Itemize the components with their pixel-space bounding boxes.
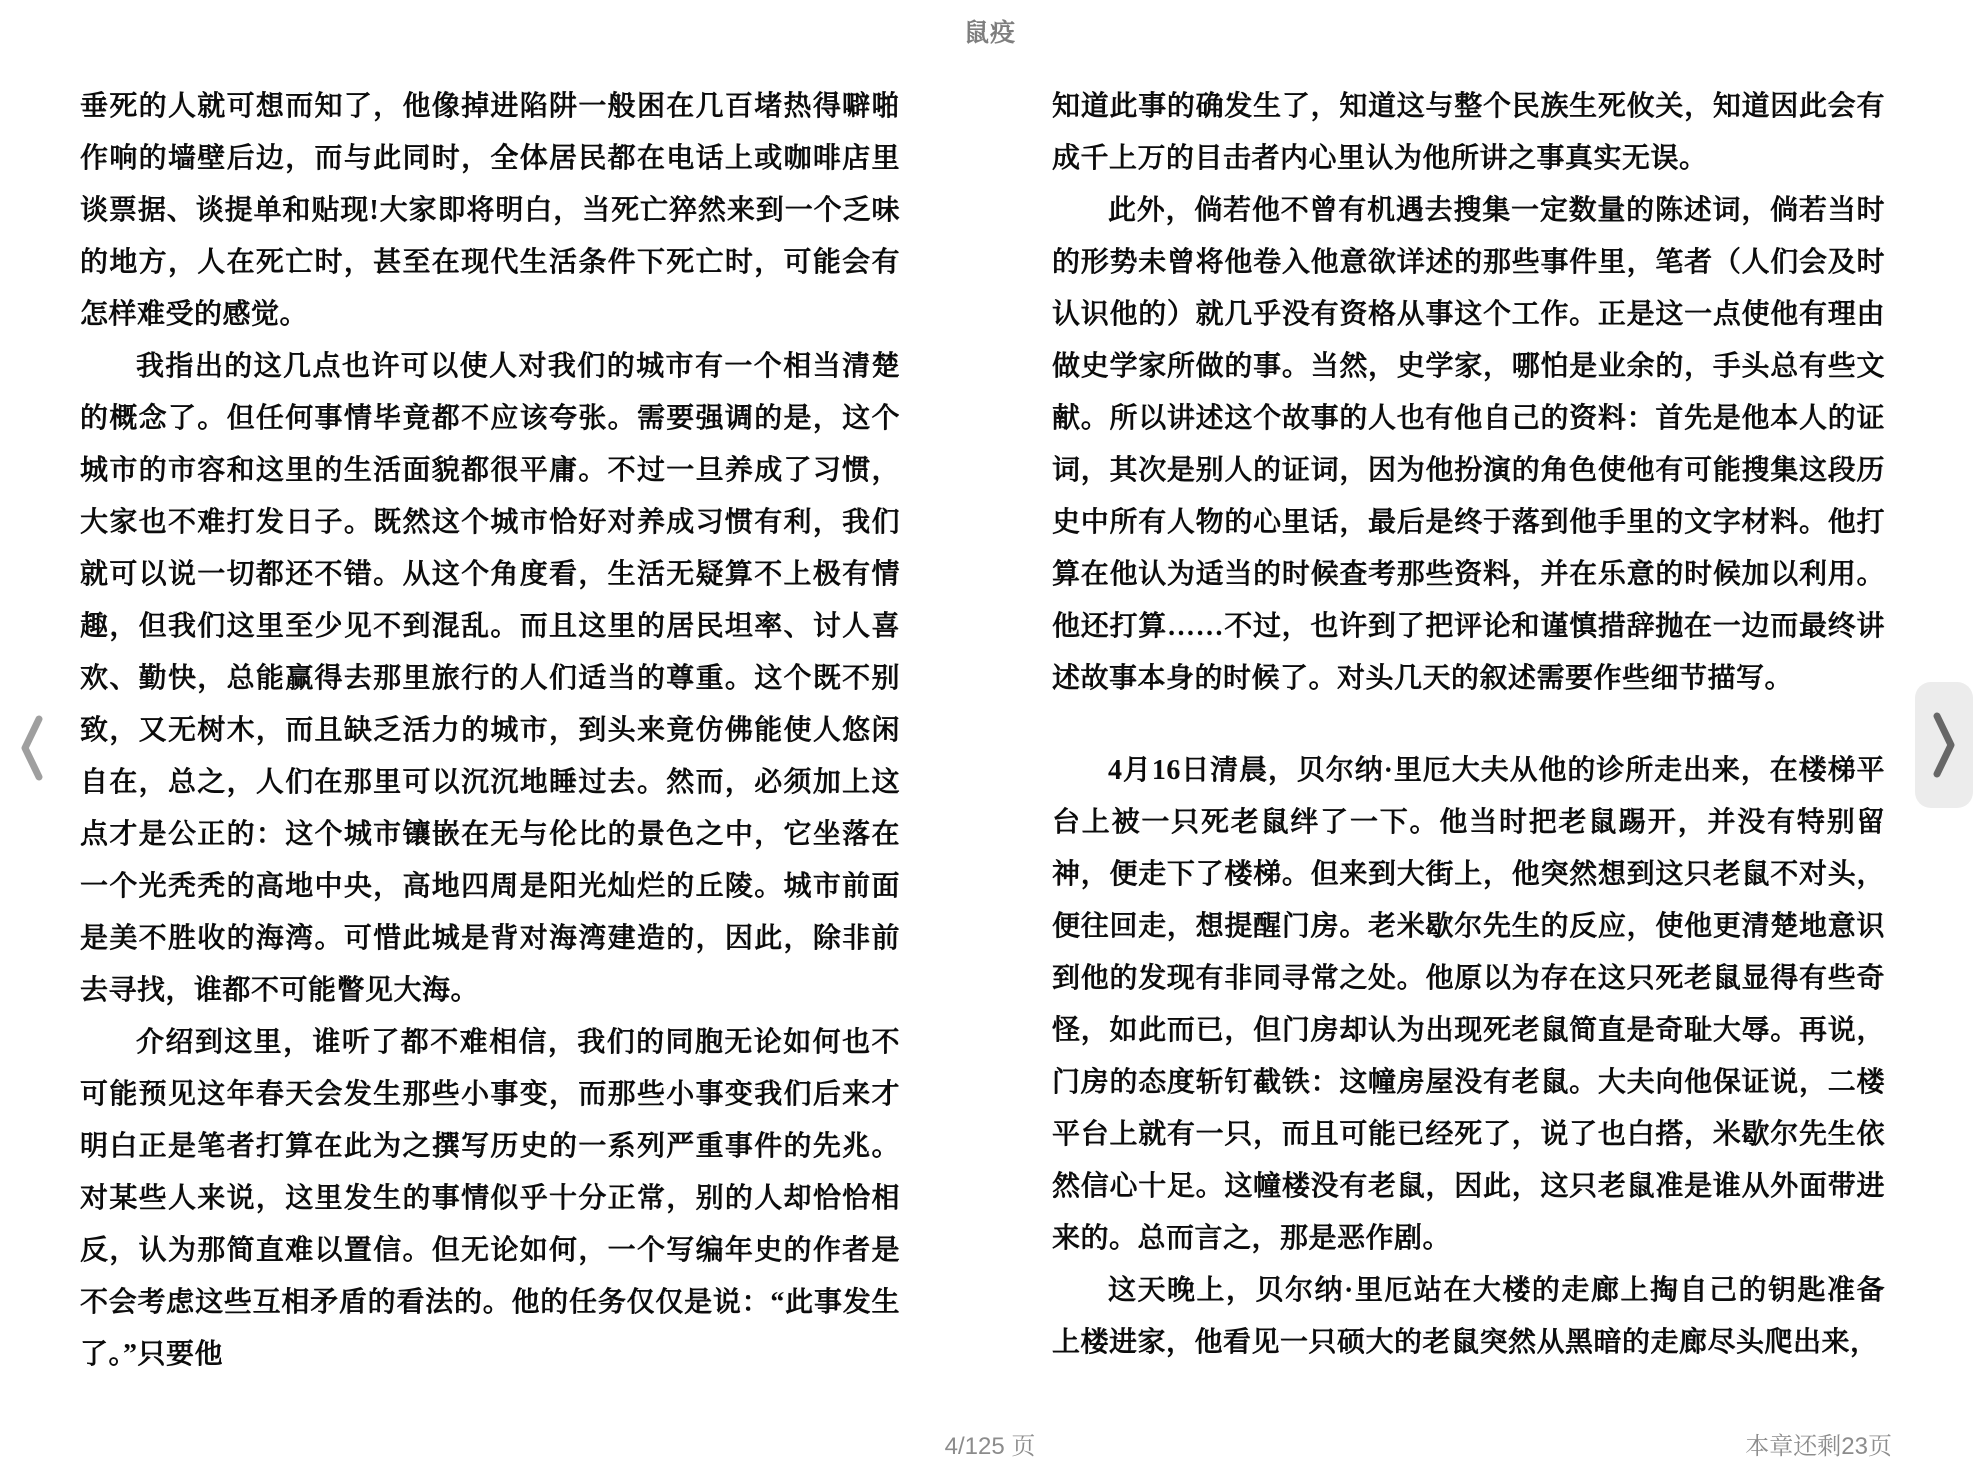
page-title: 鼠疫 [963,19,1016,47]
chapter-remaining-label: 本章还剩23页 [1745,1433,1892,1460]
paragraph: 4月16日清晨，贝尔纳·里厄大夫从他的诊所走出来，在楼梯平台上被一只死老鼠绊了一下。他当时把老鼠踢开，并没有特别留神，便走下了楼梯。但来到大街上，他突然想到这只老鼠不对头，便往回走，想提醒门房。老米歇尔先生的反应，使他更清楚地意识到他的发现有非同寻常之处。他原以为存在这只死老鼠显得有些奇怪，如此而已，但门房却认为出现死老鼠简直是奇耻大辱。再说，门房的态度斩钉截铁：这幢房屋没有老鼠。大夫向他保证说，二楼平台上就有一只，而且可能已经死了，说了也白搭，米歇尔先生依然信心十足。这幢楼没有老鼠，因此，这只老鼠准是谁从外面带进来的。总而言之，那是恶作剧。 [1052,755,1885,1254]
paragraph: 这天晚上，贝尔纳·里厄站在大楼的走廊上掏自己的钥匙准备上楼进家，他看见一只硕大的老鼠突然从黑暗的走廊尽头爬出来， [1052,1275,1885,1358]
prev-page-button[interactable] [8,703,56,793]
next-page-button[interactable] [1915,682,1973,808]
left-text-column [80,81,900,1381]
paragraph: 知道此事的确发生了，知道这与整个民族生死攸关，知道因此会有成千上万的目击者内心里认为他所讲之事真实无误。 [1052,91,1885,174]
paragraph: 垂死的人就可想而知了，他像掉进陷阱一般困在几百堵热得噼啪作响的墙壁后边，而与此同时，全体居民都在电话上或咖啡店里谈票据、谈提单和贴现!大家即将明白，当死亡猝然来到一个乏味的地方，人在死亡时，甚至在现代生活条件下死亡时，可能会有怎样难受的感觉。 [80,91,900,330]
right-text-column [1052,81,1885,1369]
paragraph: 我指出的这几点也许可以使人对我们的城市有一个相当清楚的概念了。但任何事情毕竟都不应该夸张。需要强调的是，这个城市的市容和这里的生活面貌都很平庸。不过一旦养成了习惯，大家也不难打发日子。既然这个城市恰好对养成习惯有利，我们就可以说一切都还不错。从这个角度看，生活无疑算不上极有情趣，但我们这里至少见不到混乱。而且这里的居民坦率、讨人喜欢、勤快，总能赢得去那里旅行的人们适当的尊重。这个既不别致，又无树木，而且缺乏活力的城市，到头来竟仿佛能使人悠闲自在，总之，人们在那里可以沉沉地睡过去。然而，必须加上这点才是公正的：这个城市镶嵌在无与伦比的景色之中，它坐落在一个光秃秃的高地中央，高地四周是阳光灿烂的丘陵。城市前面是美不胜收的海湾。可惜此城是背对海湾建造的，因此，除非前去寻找，谁都不可能瞥见大海。 [80,351,900,1006]
paragraph: 介绍到这里，谁听了都不难相信，我们的同胞无论如何也不可能预见这年春天会发生那些小事变，而那些小事变我们后来才明白正是笔者打算在此为之撰写历史的一系列严重事件的先兆。对某些人来说，这里发生的事情似乎十分正常，别的人却恰恰相反，认为那简直难以置信。但无论如何，一个写编年史的作者是不会考虑这些互相矛盾的看法的。他的任务仅仅是说：“此事发生了。”只要他 [80,1027,900,1370]
page-indicator: 4/125 页 [944,1433,1036,1460]
paragraph: 此外，倘若他不曾有机遇去搜集一定数量的陈述词，倘若当时的形势未曾将他卷入他意欲详述的那些事件里，笔者（人们会及时认识他的）就几乎没有资格从事这个工作。正是这一点使他有理由做史学家所做的事。当然，史学家，哪怕是业余的，手头总有些文献。所以讲述这个故事的人也有他自己的资料：首先是他本人的证词，其次是别人的证词，因为他扮演的角色使他有可能搜集这段历史中所有人物的心里话，最后是终于落到他手里的文字材料。他打算在他认为适当的时候查考那些资料，并在乐意的时候加以利用。他还打算……不过，也许到了把评论和谨慎措辞抛在一边而最终讲述故事本身的时候了。对头几天的叙述需要作些细节描写。 [1052,195,1885,694]
chevron-left-icon [19,714,45,782]
chevron-right-icon [1931,711,1957,779]
